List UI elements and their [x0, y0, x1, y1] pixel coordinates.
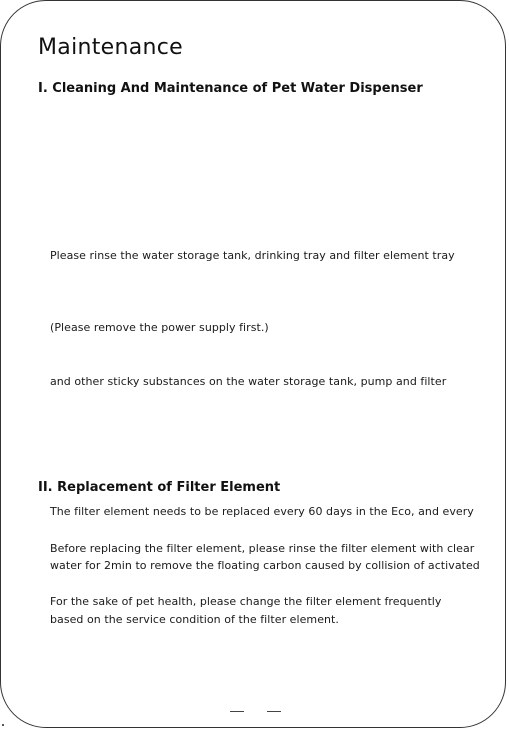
paragraph-rinse-filter-line2: water for 2min to remove the floating carbon caused by collision of activated	[50, 559, 480, 572]
section-heading-cleaning: I. Cleaning And Maintenance of Pet Water Dispenser	[38, 81, 423, 96]
paragraph-sticky-substances: and other sticky substances on the water storage tank, pump and filter	[50, 375, 447, 388]
page-footer-dash-right	[267, 711, 281, 712]
paragraph-power-note: (Please remove the power supply first.)	[50, 321, 269, 334]
page-title: Maintenance	[38, 35, 183, 60]
paragraph-rinse: Please rinse the water storage tank, drinking tray and filter element tray	[50, 249, 455, 262]
section-heading-filter: II. Replacement of Filter Element	[38, 480, 281, 495]
paragraph-pet-health-line1: For the sake of pet health, please change the filter element frequently	[50, 595, 442, 608]
corner-mark	[2, 724, 4, 726]
paragraph-rinse-filter-line1: Before replacing the filter element, please rinse the filter element with clear	[50, 542, 475, 555]
page-footer-dash-left	[230, 711, 244, 712]
paragraph-replacement-interval: The filter element needs to be replaced every 60 days in the Eco, and every	[50, 505, 474, 518]
paragraph-pet-health-line2: based on the service condition of the filter element.	[50, 613, 339, 626]
